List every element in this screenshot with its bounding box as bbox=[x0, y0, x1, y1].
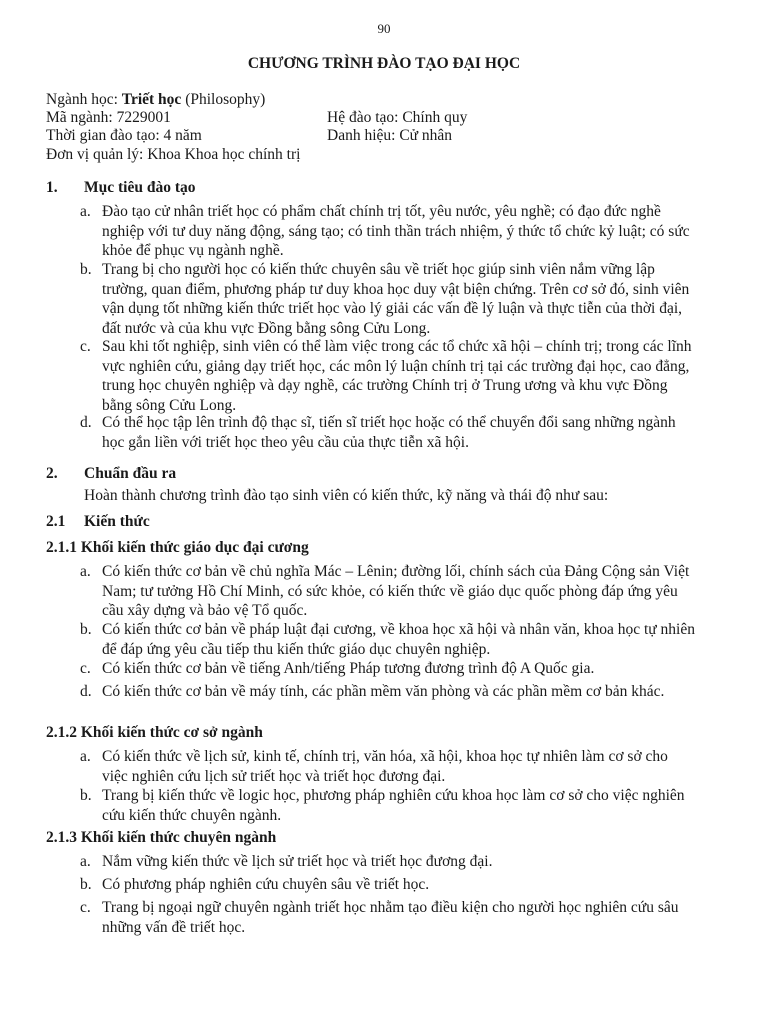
item-text: Trang bị ngoại ngữ chuyên ngành triết học nhằm tạo điều kiện cho người học nghiên cứu sâu những vấn đề triết học. bbox=[102, 899, 679, 936]
major-value: Triết học bbox=[121, 91, 182, 108]
section-2-intro: Hoàn thành chương trình đào tạo sinh viên có kiến thức, kỹ năng và thái độ như sau: bbox=[84, 487, 609, 504]
major-english: (Philosophy) bbox=[185, 91, 266, 108]
item-label: a. bbox=[80, 853, 91, 870]
item-text: Đào tạo cử nhân triết học có phẩm chất chính trị tốt, yêu nước, yêu nghề; có đạo đức nghề nghiệp với tư duy năng động, sáng tạo; có tinh thần trách nhiệm, ý thức tổ chức kỷ luật; có sức khỏe để phục vụ ngành nghề. bbox=[102, 203, 690, 259]
general-item-a bbox=[80, 562, 695, 621]
foundation-item-a bbox=[80, 747, 695, 786]
item-label: b. bbox=[80, 787, 92, 804]
item-label: a. bbox=[80, 748, 91, 765]
section-2-1-1-heading: 2.1.1 Khối kiến thức giáo dục đại cương bbox=[46, 539, 309, 556]
section-2-1-heading bbox=[46, 514, 150, 530]
item-text: Sau khi tốt nghiệp, sinh viên có thể làm việc trong các tổ chức xã hội – chính trị; trong các lĩnh vực nghiên cứu, giảng dạy triết học, các môn lý luận chính trị tại các trường đại học, cao đẳng, trung học chuyên nghiệp và dạy nghề, các trường Chính trị ở Trung ương và khu vực Đồng bằng sông Cửu Long. bbox=[102, 338, 692, 414]
major-line bbox=[46, 92, 265, 108]
general-item-d bbox=[80, 682, 695, 702]
section-2-1-title: Kiến thức bbox=[84, 513, 150, 530]
section-2-1-number: 2.1 bbox=[46, 513, 66, 530]
major-code: Mã ngành: 7229001 bbox=[46, 109, 171, 126]
item-label: c. bbox=[80, 660, 91, 677]
item-text: Có kiến thức cơ bản về chủ nghĩa Mác – Lênin; đường lối, chính sách của Đảng Cộng sản Việt Nam; tư tưởng Hồ Chí Minh, có sức khỏe, có kiến thức về giáo dục quốc phòng đáp ứng yêu cầu xây dựng và bảo vệ Tổ quốc. bbox=[102, 563, 690, 619]
page-number: 90 bbox=[377, 21, 391, 36]
item-label: d. bbox=[80, 683, 92, 700]
degree-title: Danh hiệu: Cử nhân bbox=[327, 127, 453, 144]
item-text: Nắm vững kiến thức về lịch sử triết học và triết học đương đại. bbox=[102, 853, 493, 870]
general-item-c bbox=[80, 659, 695, 679]
section-1-heading bbox=[46, 180, 196, 196]
item-label: b. bbox=[80, 876, 92, 893]
item-label: a. bbox=[80, 203, 91, 220]
item-text: Trang bị cho người học có kiến thức chuyên sâu về triết học giúp sinh viên nắm vững lập trường, quan điểm, phương pháp tư duy khoa học duy vật biện chứng. Trên cơ sở đó, sinh viên vận dụng tốt những kiến thức triết học vào lý giải các vấn đề lý luận và thực tiễn của thời đại, đất nước và của khu vực Đồng bằng sông Cửu Long. bbox=[102, 261, 690, 337]
item-text: Có kiến thức cơ bản về máy tính, các phần mềm văn phòng và các phần mềm cơ bản khác. bbox=[102, 683, 665, 700]
objective-item-c bbox=[80, 337, 695, 415]
objective-item-d bbox=[80, 413, 695, 452]
specialized-item-c bbox=[80, 898, 695, 937]
item-label: c. bbox=[80, 338, 91, 355]
document-title: CHƯƠNG TRÌNH ĐÀO TẠO ĐẠI HỌC bbox=[247, 55, 521, 72]
major-label: Ngành học: bbox=[46, 91, 118, 108]
section-2-heading bbox=[46, 466, 176, 482]
item-text: Có phương pháp nghiên cứu chuyên sâu về triết học. bbox=[102, 876, 430, 893]
section-1-number: 1. bbox=[46, 179, 58, 196]
foundation-item-b bbox=[80, 786, 695, 825]
objective-item-a bbox=[80, 202, 695, 261]
training-duration: Thời gian đào tạo: 4 năm bbox=[46, 127, 202, 144]
item-label: b. bbox=[80, 261, 92, 278]
general-item-b bbox=[80, 620, 695, 659]
item-text: Có kiến thức về lịch sử, kinh tế, chính trị, văn hóa, xã hội, khoa học tự nhiên làm cơ sở cho việc nghiên cứu lịch sử triết học và triết học đương đại. bbox=[102, 748, 668, 785]
training-mode: Hệ đào tạo: Chính quy bbox=[327, 109, 468, 126]
item-text: Trang bị kiến thức về logic học, phương pháp nghiên cứu khoa học làm cơ sở cho việc nghiên cứu kiến thức chuyên ngành. bbox=[102, 787, 685, 824]
item-text: Có kiến thức cơ bản về tiếng Anh/tiếng Pháp tương đương trình độ A Quốc gia. bbox=[102, 660, 595, 677]
specialized-item-b bbox=[80, 875, 695, 895]
objective-item-b bbox=[80, 260, 695, 338]
item-label: d. bbox=[80, 414, 92, 431]
item-text: Có thể học tập lên trình độ thạc sĩ, tiến sĩ triết học hoặc có thể chuyển đổi sang những ngành học gắn liền với triết học theo yêu cầu của thực tiễn xã hội. bbox=[102, 414, 676, 451]
section-2-title: Chuẩn đầu ra bbox=[84, 465, 177, 482]
managing-unit: Đơn vị quản lý: Khoa Khoa học chính trị bbox=[46, 146, 301, 163]
item-label: b. bbox=[80, 621, 92, 638]
section-1-title: Mục tiêu đào tạo bbox=[84, 179, 196, 196]
item-text: Có kiến thức cơ bản về pháp luật đại cương, về khoa học xã hội và nhân văn, khoa học tự nhiên để đáp ứng yêu cầu tiếp thu kiến thức giáo dục chuyên nghiệp. bbox=[102, 621, 695, 658]
specialized-item-a bbox=[80, 852, 695, 872]
section-2-number: 2. bbox=[46, 465, 58, 482]
section-2-1-2-heading: 2.1.2 Khối kiến thức cơ sở ngành bbox=[46, 724, 263, 741]
item-label: c. bbox=[80, 899, 91, 916]
section-2-1-3-heading: 2.1.3 Khối kiến thức chuyên ngành bbox=[46, 829, 277, 846]
item-label: a. bbox=[80, 563, 91, 580]
